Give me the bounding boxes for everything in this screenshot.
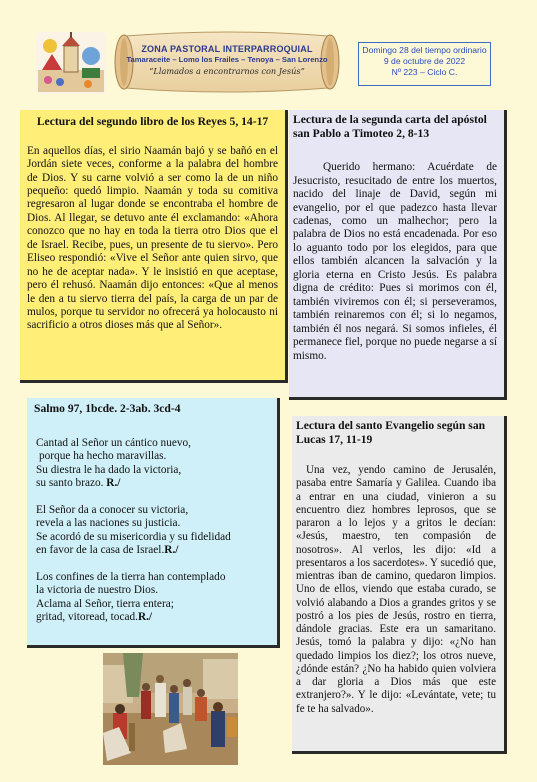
- second-reading-body: [293, 161, 497, 363]
- gospel-title: Lectura del santo Evangelio según san Lucas 17, 11-19: [296, 419, 486, 446]
- psalm-title: Salmo 97, 1bcde. 2-3ab. 3cd-4: [34, 402, 181, 415]
- date-sunday: Domingo 28 del tiempo ordinario: [362, 45, 487, 55]
- psalm-body: [34, 437, 270, 625]
- first-reading-title: Lectura del segundo libro de los Reyes 5, 14-17: [36, 115, 269, 128]
- zone-title: ZONA PASTORAL INTERPARROQUIAL: [141, 44, 313, 54]
- second-reading-text: Querido hermano: Acuérdate de Jesucristo, resucitado de entre los muertos, nacido del linaje de David, según mi evangelio, por el que padezco hasta llevar cadenas, como un malhechor; pero la palabra de Dios no está encadenada. Por eso lo aguanto todo por los elegidos, para que ellos también alcancen la salvación y la gloria eterna en Cristo Jesús. Es palabra digna de crédito: Pues si morimos con él, también viviremos con él; si perseveramos, también reinaremos con él; si lo negamos, también él nos negará. Si somos infieles, él permanece fiel, porque no puede negarse a sí mismo.: [293, 161, 497, 362]
- psalm-line-text: su santo brazo.: [36, 476, 104, 489]
- second-reading-panel: [289, 110, 507, 400]
- second-reading-title: Lectura de la segunda carta del apóstol san Pablo a Timoteo 2, 8-13: [293, 113, 487, 140]
- psalm-line-text: gritad, vitoread, tocad.: [36, 611, 138, 624]
- psalm-stanza: [36, 571, 270, 625]
- date-day: 9 de octubre de 2022: [383, 56, 466, 66]
- header-titles: [118, 44, 336, 76]
- psalm-line: Aclama al Señor, tierra entera;: [36, 597, 174, 610]
- first-reading-panel: [20, 110, 288, 383]
- psalm-line: [36, 477, 270, 490]
- psalm-line: Los confines de la tierra han contemplado: [36, 571, 226, 583]
- psalm-line: El Señor da a conocer su victoria,: [36, 503, 189, 516]
- psalm-line-text: en favor de la casa de Israel.: [36, 544, 165, 557]
- parish-logo: [36, 32, 106, 94]
- psalm-line: [36, 544, 270, 557]
- psalm-line: Cantad al Señor un cántico nuevo,: [36, 436, 191, 449]
- gospel-body: [296, 464, 496, 716]
- zone-motto: “Llamados a encontrarnos con Jesús”: [149, 66, 305, 76]
- psalm-response: R./: [137, 611, 153, 624]
- gospel-text: Una vez, yendo camino de Jerusalén, pasaba entre Samaría y Galilea. Cuando iba a entrar en una ciudad, vinieron a su encuentro diez hombres leprosos, que se pararon a lo lejos y a gritos le decían: «Jesús, maestro, ten compasión de nosotros». Al verlos, les dijo: «Id a presentaros a los sacerdotes». Y sucedió que, mientras iban de camino, quedaron limpios. Uno de ellos, viendo que estaba curado, se volvió alabando a Dios a grandes gritos y se postró a los pies de Jesús, rostro en tierra, dándole gracias. Este era un samaritano. Jesús, tomó la palabra y dijo: «¿No han quedado limpios los diez?; los otros nueve, ¿dónde están? ¿No ha habido quien volviera a dar gloria a Dios más que este extranjero?». Y le dijo: «Levántate, vete; tu fe te ha salvado».: [296, 464, 496, 715]
- date-box: [358, 42, 491, 86]
- psalm-stanza: [36, 437, 270, 491]
- psalm-line: Se acordó de su misericordia y su fidelidad: [36, 530, 231, 543]
- psalm-line: la victoria de nuestro Dios.: [36, 584, 159, 597]
- first-reading-text: En aquellos días, el sirio Naamán bajó y se bañó en el Jordán siete veces, conforme a la palabra del hombre de Dios. Y su carne volvió a ser como la de un niño pequeño: quedó limpio. Naamán y toda su comitiva regresaron al lugar donde se encontraba el hombre de Dios. Al llegar, se detuvo ante él exclamando: «Ahora conozco que no hay en toda la tierra otro Dios que el de Israel. Recibe, pues, un presente de tu siervo». Pero Eliseo respondió: «Vive el Señor ante quien sirvo, que no he de aceptar nada». Y le insistió en que aceptase, pero él rehusó. Naamán dijo entonces: «Que al menos le den a tu siervo tierra del país, la carga de un par de mulos, porque tu servidor no ofrecerá ya holocausto ni sacrificio a otros dioses más que al Señor».: [27, 144, 278, 332]
- gospel-panel: [292, 416, 507, 754]
- healing-painting: [103, 653, 238, 765]
- psalm-response: R./: [164, 544, 179, 557]
- date-issue: Nº 223 – Ciclo C.: [391, 67, 458, 77]
- psalm-panel: [27, 398, 280, 648]
- psalm-line: [36, 611, 270, 624]
- psalm-line: porque ha hecho maravillas.: [39, 450, 167, 463]
- psalm-line: revela a las naciones su justicia.: [36, 517, 181, 530]
- psalm-line: Su diestra le ha dado la victoria,: [36, 463, 182, 476]
- zone-places: Tamaraceite – Lomo los Frailes – Tenoya – San Lorenzo: [126, 55, 328, 64]
- psalm-response: R./: [106, 476, 121, 489]
- psalm-stanza: [36, 504, 270, 558]
